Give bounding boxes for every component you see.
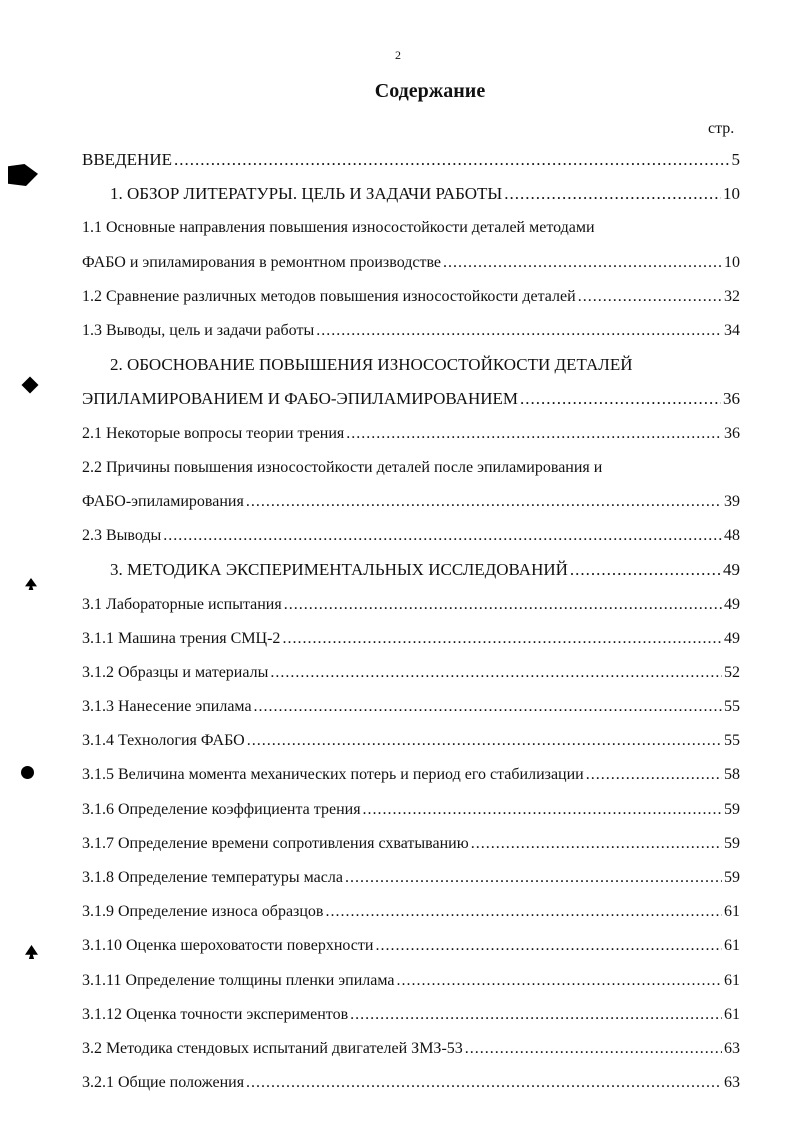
toc-entry-text: 2.3 Выводы [82,527,162,545]
leader-dots [504,184,721,204]
leader-dots [350,1006,722,1024]
toc-entry-text: ФАБО и эпиламирования в ремонтном производстве [82,253,442,271]
toc-entry-page: 58 [724,766,740,784]
leader-dots [246,1074,722,1092]
toc-entry-text: 3.1.11 Определение толщины пленки эпилама [82,971,395,989]
toc-entry [82,587,740,621]
toc-entry-page: 5 [731,150,740,170]
toc-entry [82,929,740,963]
toc-entry-text: 3.1.4 Технология ФАБО [82,732,245,750]
page-number: 2 [395,48,401,62]
toc-entry-text: ЭПИЛАМИРОВАНИЕМ И ФАБО-ЭПИЛАМИРОВАНИЕМ [82,389,519,409]
leader-dots [254,698,722,716]
toc-entry-page: 39 [724,492,740,510]
leader-dots [247,732,722,750]
toc-entry-text: 3.1.5 Величина момента механических потерь и период его стабилизации [82,766,584,784]
scan-arrow-mark [8,164,38,186]
leader-dots [443,254,722,272]
toc-entry-text: 3.1.9 Определение износа образцов [82,903,324,921]
toc-entry-text: 3.2.1 Общие положения [82,1074,245,1092]
toc-entry-text: 3.1.1 Машина трения СМЦ-2 [82,629,281,647]
toc-entry [82,1066,740,1100]
toc-entry [82,758,740,792]
toc-entry-text: 3.1.3 Нанесение эпилама [82,698,252,716]
toc-entry-text: ФАБО-эпиламирования [82,492,244,510]
toc-entry [82,485,740,519]
toc-entry-line [82,211,740,245]
leader-dots [586,766,722,784]
toc-entry-text: 3.1.10 Оценка шероховатости поверхности [82,937,374,955]
toc-entry-page: 55 [724,732,740,750]
toc-entry-page: 36 [723,389,740,409]
toc-entry-page: 52 [724,663,740,681]
leader-dots [375,937,722,955]
toc-entry-line [82,451,740,485]
toc-entry [82,827,740,861]
toc-entry [82,895,740,929]
toc-entry-page: 59 [724,834,740,852]
leader-dots [316,322,722,340]
table-of-contents [82,143,740,1100]
toc-entry-text: 2. ОБОСНОВАНИЕ ПОВЫШЕНИЯ ИЗНОСОСТОЙКОСТИ ДЕТАЛЕЙ [110,355,633,375]
toc-entry-page: 61 [724,1005,740,1023]
toc-entry-page: 10 [723,184,740,204]
scan-spade-mark [25,945,38,959]
toc-entry-text: 2.2 Причины повышения износостойкости деталей после эпиламирования и [82,458,603,476]
toc-entry [82,177,740,211]
leader-dots [282,630,722,648]
leader-dots [363,801,722,819]
toc-entry-page: 63 [724,1074,740,1092]
toc-entry [82,724,740,758]
leader-dots [345,869,722,887]
toc-entry-text: 3. МЕТОДИКА ЭКСПЕРИМЕНТАЛЬНЫХ ИССЛЕДОВАНИЙ [110,560,568,580]
toc-entry-page: 49 [723,560,740,580]
toc-entry-text: 3.1.12 Оценка точности экспериментов [82,1005,349,1023]
toc-entry-page: 49 [724,629,740,647]
toc-entry-text: 1.1 Основные направления повышения износостойкости деталей методами [82,219,595,237]
toc-entry [82,519,740,553]
toc-entry [82,690,740,724]
toc-entry-page: 61 [724,903,740,921]
toc-entry [82,246,740,280]
toc-entry [82,656,740,690]
leader-dots [578,288,722,306]
toc-entry-page: 59 [724,800,740,818]
toc-entry [82,143,740,177]
page-column-label: стр. [708,120,735,137]
page-title: Содержание [374,80,486,102]
scan-spade-mark [25,578,37,590]
toc-entry-page: 34 [724,322,740,340]
toc-entry [82,382,740,416]
toc-entry-text: 3.1.2 Образцы и материалы [82,663,269,681]
toc-entry-page: 32 [724,287,740,305]
toc-entry-text: 3.2 Методика стендовых испытаний двигателей ЗМЗ-53 [82,1039,463,1057]
leader-dots [471,835,722,853]
leader-dots [163,527,722,545]
toc-entry [82,417,740,451]
leader-dots [246,493,722,511]
leader-dots [284,596,722,614]
toc-entry-line [82,348,740,382]
toc-entry-page: 59 [724,869,740,887]
toc-entry-text: 1. ОБЗОР ЛИТЕРАТУРЫ. ЦЕЛЬ И ЗАДАЧИ РАБОТЫ [110,184,503,204]
toc-entry-text: 1.3 Выводы, цель и задачи работы [82,322,315,340]
toc-entry-text: 2.1 Некоторые вопросы теории трения [82,424,345,442]
leader-dots [570,560,721,580]
toc-entry [82,861,740,895]
toc-entry-text: 3.1 Лабораторные испытания [82,595,282,613]
toc-entry [82,1032,740,1066]
leader-dots [520,389,721,409]
toc-entry-page: 36 [724,424,740,442]
toc-entry-text: ВВЕДЕНИЕ [82,150,172,170]
toc-entry-page: 55 [724,698,740,716]
leader-dots [396,972,722,990]
leader-dots [174,150,730,170]
toc-entry [82,622,740,656]
leader-dots [325,903,722,921]
leader-dots [346,425,722,443]
toc-entry [82,314,740,348]
scan-dot-mark [21,766,34,779]
toc-entry-page: 63 [724,1039,740,1057]
leader-dots [270,664,722,682]
toc-entry [82,998,740,1032]
toc-entry [82,964,740,998]
toc-entry-text: 3.1.8 Определение температуры масла [82,869,343,887]
scan-diamond-mark [22,377,39,394]
toc-entry [82,280,740,314]
toc-entry-page: 48 [724,527,740,545]
toc-entry-text: 3.1.6 Определение коэффициента трения [82,800,361,818]
toc-entry [82,793,740,827]
toc-entry-page: 61 [724,971,740,989]
toc-entry-page: 49 [724,595,740,613]
toc-entry-page: 61 [724,937,740,955]
toc-entry-text: 3.1.7 Определение времени сопротивления схватыванию [82,834,469,852]
toc-entry-text: 1.2 Сравнение различных методов повышения износостойкости деталей [82,287,576,305]
toc-entry [82,553,740,587]
leader-dots [465,1040,722,1058]
toc-entry-page: 10 [724,253,740,271]
